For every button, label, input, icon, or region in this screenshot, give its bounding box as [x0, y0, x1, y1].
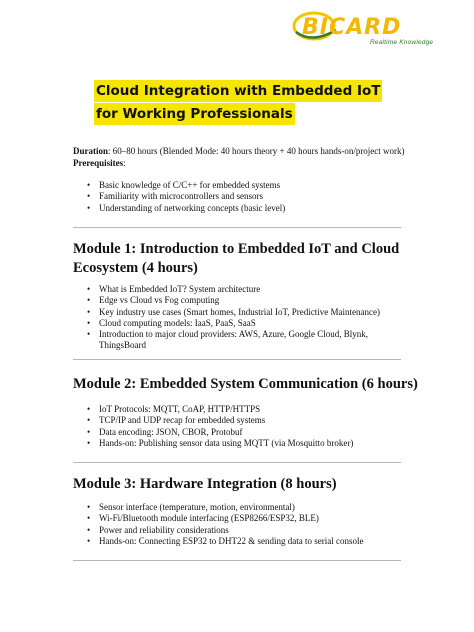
list-item: • Key industry use cases (Smart homes, Industrial IoT, Predictive Maintenance)	[87, 307, 457, 318]
module-3-heading-line-1: Module 3: Hardware Integration (8 hours)	[73, 476, 337, 492]
logo-tagline: Realtime Knowledge	[370, 39, 434, 46]
module-3-list	[87, 502, 457, 547]
list-item: • Introduction to major cloud providers: AWS, Azure, Google Cloud, Blynk,	[87, 329, 457, 340]
course-meta	[73, 146, 453, 169]
list-item: • Understanding of networking concepts (basic level)	[87, 203, 457, 214]
module-1-heading-line-2: Ecosystem (4 hours)	[73, 260, 198, 276]
module-1-heading-line-1: Module 1: Introduction to Embedded IoT and Cloud	[73, 241, 400, 257]
list-item: • Cloud computing models: IaaS, PaaS, SaaS	[87, 318, 457, 329]
prerequisites-label: Prerequisites	[73, 157, 124, 168]
list-item-continuation: ThingsBoard	[99, 340, 146, 351]
module-2-heading-line-1: Module 2: Embedded System Communication (6 hours)	[73, 376, 418, 392]
list-item: • Sensor interface (temperature, motion, environmental)	[87, 502, 457, 513]
course-title-line-2: for Working Professionals	[94, 103, 295, 125]
list-item: • Hands-on: Publishing sensor data using MQTT (via Mosquitto broker)	[87, 438, 457, 449]
section-divider	[73, 359, 401, 360]
list-item: • Basic knowledge of C/C++ for embedded systems	[87, 180, 457, 191]
section-divider	[73, 462, 401, 463]
list-item: • Hands-on: Connecting ESP32 to DHT22 & sending data to serial console	[87, 536, 457, 547]
list-item: • IoT Protocols: MQTT, CoAP, HTTP/HTTPS	[87, 404, 457, 415]
list-item: • Wi-Fi/Bluetooth module interfacing (ESP8266/ESP32, BLE)	[87, 513, 457, 524]
svg-text:BICARD: BICARD	[302, 15, 402, 40]
list-item: • TCP/IP and UDP recap for embedded systems	[87, 415, 457, 426]
list-item: • Edge vs Cloud vs Fog computing	[87, 295, 457, 306]
list-item: • Data encoding: JSON, CBOR, Protobuf	[87, 427, 457, 438]
list-item: • Familiarity with microcontrollers and sensors	[87, 191, 457, 202]
module-1-list	[87, 284, 457, 352]
prerequisites-line	[73, 158, 453, 170]
prerequisites-list	[87, 180, 457, 214]
section-divider	[73, 227, 401, 228]
module-2-heading	[73, 375, 443, 394]
module-1-heading	[73, 240, 443, 278]
module-2-list	[87, 404, 457, 449]
duration-value: : 60–80 hours (Blended Mode: 40 hours theory + 40 hours hands-on/project work)	[108, 146, 405, 156]
list-item: • Power and reliability considerations	[87, 525, 457, 536]
module-3-heading	[73, 475, 443, 494]
prerequisites-suffix: :	[123, 157, 126, 168]
bicard-logo	[292, 8, 464, 48]
duration-label: Duration	[73, 146, 109, 156]
course-title	[94, 80, 382, 126]
list-item: • What is Embedded IoT? System architecture	[87, 284, 457, 295]
course-title-line-1: Cloud Integration with Embedded IoT	[94, 80, 382, 102]
section-divider	[73, 560, 401, 561]
duration-line	[73, 146, 453, 158]
